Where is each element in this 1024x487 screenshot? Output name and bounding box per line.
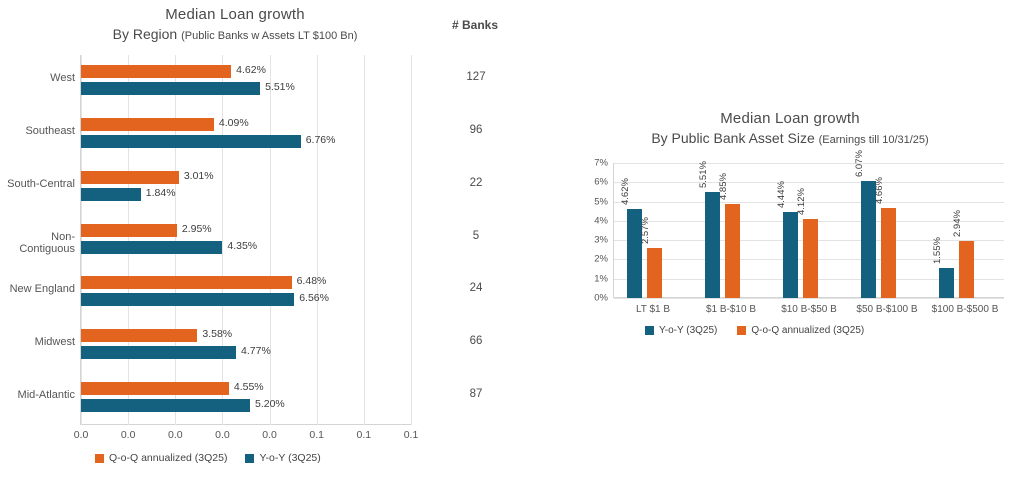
legend-item-yoy [245, 452, 320, 464]
left-gridline [411, 55, 412, 425]
left-bar-yoy [81, 188, 141, 201]
right-chart-legend [645, 325, 864, 336]
legend-swatch-icon-qoq-right [737, 326, 746, 335]
right-chart-panel [540, 110, 1024, 370]
bank-count-value: 87 [469, 388, 483, 401]
left-bar-value-qoq: 4.62% [236, 64, 266, 76]
left-bar-group [19, 214, 480, 267]
left-bar-value-qoq: 6.48% [296, 275, 327, 288]
right-category-label: $1 B-$10 B [705, 304, 757, 315]
left-bar-value-yoy: 1.84% [145, 186, 176, 199]
left-x-tick-label: 0.1 [356, 429, 372, 441]
legend-item-yoy-right [645, 325, 717, 336]
left-plot-area [7, 55, 486, 441]
right-bar-yoy [783, 212, 798, 298]
left-category-label: South-Central [7, 177, 75, 190]
left-x-tick-label: 0.0 [215, 429, 230, 441]
bank-count-header: # Banks [451, 18, 499, 32]
right-bar-group [848, 150, 926, 315]
right-bar-value-qoq: 4.85% [718, 173, 729, 201]
legend-label-qoq-right: Q-o-Q annualized (3Q25) [751, 325, 865, 336]
left-bar-value-qoq: 3.01% [183, 169, 214, 182]
left-chart-subtitle [60, 26, 410, 42]
right-chart-subtitle-main: By Public Bank Asset Size [651, 130, 815, 146]
right-chart-subtitle [580, 130, 1000, 146]
right-bar-qoq [647, 248, 662, 298]
right-bar-qoq [725, 204, 740, 298]
legend-label-yoy: Y-o-Y (3Q25) [259, 452, 321, 464]
left-bar-value-qoq: 4.55% [233, 381, 264, 394]
right-bar-group [614, 163, 692, 315]
bank-count-value: 5 [472, 229, 480, 242]
right-bar-qoq [959, 241, 974, 298]
right-y-tick-label: 1% [594, 273, 608, 285]
left-bar-value-yoy: 4.77% [241, 345, 271, 358]
left-bar-value-yoy: 4.35% [227, 239, 258, 252]
left-bar-group [9, 266, 483, 319]
left-category-label: West [50, 72, 75, 84]
right-bar-value-qoq: 4.66% [874, 177, 885, 205]
left-bar-yoy [81, 135, 301, 148]
bank-count-value: 96 [469, 123, 483, 136]
left-bar-yoy [81, 293, 294, 306]
left-bar-group [34, 319, 483, 372]
bank-count-value: 66 [469, 335, 483, 348]
right-bar-yoy [705, 192, 720, 298]
right-bar-value-yoy: 5.51% [698, 160, 709, 188]
right-bar-value-yoy: 4.44% [776, 181, 787, 209]
left-category-label: Southeast [25, 124, 75, 137]
right-bar-value-yoy: 1.55% [932, 237, 943, 265]
right-chart-subtitle-note: (Earnings till 10/31/25) [818, 134, 929, 146]
left-x-tick-label: 0.0 [262, 429, 277, 441]
right-category-label: $50 B-$100 B [856, 304, 918, 315]
left-bar-value-yoy: 5.51% [265, 81, 295, 93]
right-y-tick-label: 4% [594, 215, 608, 227]
right-bar-yoy [939, 268, 954, 298]
right-y-tick-label: 2% [594, 253, 608, 265]
left-bar-yoy [81, 346, 236, 359]
right-bar-value-yoy: 4.62% [620, 177, 631, 205]
left-bar-qoq [81, 118, 214, 131]
right-bar-value-yoy: 6.07% [854, 150, 865, 177]
left-bar-qoq [81, 329, 197, 342]
left-bar-yoy [81, 82, 260, 95]
left-bar-value-yoy: 5.20% [255, 398, 285, 411]
left-bar-qoq [81, 276, 292, 289]
left-bar-value-yoy: 6.56% [299, 292, 329, 305]
right-y-tick-label: 5% [594, 196, 608, 208]
bank-count-value: 22 [469, 176, 483, 189]
left-bar-value-qoq: 3.58% [202, 328, 233, 341]
bank-count-value: 127 [466, 71, 486, 83]
left-bar-group [7, 161, 483, 214]
left-x-tick-label: 0.0 [73, 429, 89, 441]
right-bar-qoq [881, 208, 896, 298]
left-bar-qoq [81, 224, 177, 237]
right-bar-value-qoq: 2.57% [640, 217, 651, 245]
right-bar-group [926, 163, 1004, 315]
left-bar-group [50, 55, 486, 108]
legend-item-qoq-right [737, 325, 864, 336]
left-bar-qoq [81, 171, 179, 184]
left-category-label: Non-Contiguous [19, 230, 75, 255]
right-bar-value-qoq: 2.94% [952, 210, 963, 238]
right-chart-title: Median Loan growth [720, 110, 860, 127]
right-y-tick-label: 7% [594, 157, 608, 169]
bank-count-value: 24 [469, 282, 483, 295]
left-bar-value-qoq: 4.09% [218, 116, 249, 129]
right-gridline [614, 298, 1004, 299]
left-bar-value-qoq: 2.95% [181, 222, 212, 235]
legend-label-qoq: Q-o-Q annualized (3Q25) [109, 452, 228, 464]
left-category-label: Midwest [34, 336, 75, 349]
legend-item-qoq [95, 452, 227, 464]
left-bar-qoq [81, 65, 231, 78]
left-chart-subtitle-note: (Public Banks w Assets LT $100 Bn) [181, 30, 358, 42]
left-x-tick-label: 0.0 [120, 429, 136, 441]
right-bar-group [770, 163, 848, 315]
right-category-label: LT $1 B [635, 304, 671, 315]
left-x-tick-label: 0.1 [403, 429, 419, 441]
left-chart-legend [95, 452, 321, 464]
left-bar-yoy [81, 241, 222, 254]
legend-swatch-icon-yoy [245, 454, 254, 463]
left-bar-yoy [81, 399, 250, 412]
left-bar-group [17, 372, 483, 425]
left-chart-title-block [60, 6, 410, 42]
left-chart-subtitle-main: By Region [112, 26, 178, 42]
left-x-tick-label: 0.0 [167, 429, 183, 441]
right-bar-group [692, 160, 770, 315]
right-y-tick-label: 6% [594, 176, 608, 188]
left-chart-title: Median Loan growth [165, 6, 305, 23]
legend-swatch-icon-yoy-right [645, 326, 654, 335]
left-bar-value-yoy: 6.76% [305, 133, 336, 146]
right-chart-title-block [580, 110, 1000, 146]
legend-label-yoy-right: Y-o-Y (3Q25) [659, 325, 718, 336]
right-y-tick-label: 0% [594, 292, 608, 304]
right-plot-area [594, 150, 1004, 315]
left-category-label: Mid-Atlantic [17, 389, 75, 402]
right-bar-value-qoq: 4.12% [796, 187, 807, 215]
left-category-label: New England [9, 283, 75, 296]
right-y-tick-label: 3% [594, 234, 608, 246]
right-category-label: $10 B-$50 B [781, 304, 837, 315]
legend-swatch-icon-qoq [95, 454, 104, 463]
left-x-tick-label: 0.1 [309, 429, 325, 441]
left-bar-group [25, 108, 483, 161]
right-category-label: $100 B-$500 B [931, 304, 999, 315]
right-bar-qoq [803, 219, 818, 298]
left-bar-qoq [81, 382, 229, 395]
